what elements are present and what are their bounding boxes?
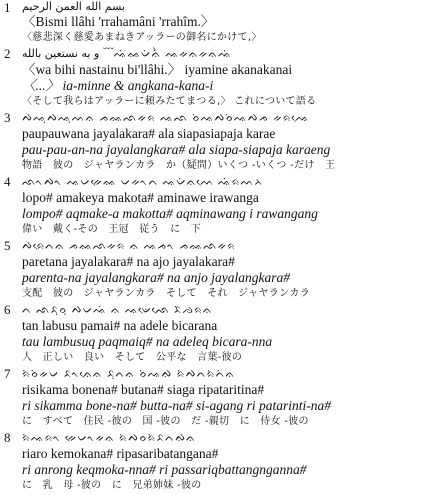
transliteration-line: paretana jayalakara# na ajo jayalakara# xyxy=(22,254,235,269)
verse-entry xyxy=(0,302,428,366)
transliteration-line: paupauwana jayalakara# ala siapasiapaja karae xyxy=(22,126,276,141)
normalized-line: ri sikamma bone-na# butta-na# si-agang ri patarinti-na# xyxy=(22,398,331,413)
normalized-line: ri anrong keqmoka-nna# ri passariqbattangnganna# xyxy=(22,462,307,477)
verse-number: 4 xyxy=(4,174,11,189)
verse-number: 2 xyxy=(4,46,11,61)
normalized-line: parenta-na jayalangkara# na anjo jayalangkara# xyxy=(22,270,290,285)
japanese-gloss-line: 支配 彼の ジャヤランカラ そして それ ジャヤランカラ xyxy=(22,288,310,299)
transliteration-line: riaro kemokana# ripasaribatangana# xyxy=(22,446,219,461)
japanese-gloss-line: 〈そして我らはアッラーに頼みたてまつる,〉 これについて語る xyxy=(22,96,317,107)
transliteration-line: 〈Bismi llâhi 'rrahamâni 'rrahîm.〉 xyxy=(22,14,215,29)
lontara-script-line: و به نستعين بالله ﹋ᨕᨗᨐᨆᨗᨊᨛ ᨕᨀᨊᨀᨊᨕᨗ xyxy=(22,47,232,60)
verse-entry xyxy=(0,46,428,110)
verse-number: 3 xyxy=(4,110,11,125)
lontara-script-line: ᨒᨚᨄᨚ ᨕᨆᨀᨙᨐ ᨆᨀᨚᨈ ᨕᨆᨗᨊᨓᨙ ᨕᨗᨑᨓᨂ xyxy=(22,175,264,188)
normalized-line: lompo# aqmake-a makotta# aqminawang i rawangang xyxy=(22,206,318,221)
verse-number: 1 xyxy=(4,0,11,15)
japanese-gloss-line: 人 正しい 良い そして 公平な 言葉-彼の xyxy=(22,352,243,363)
lontara-script-line: ᨑᨗᨕᨑᨚ ᨀᨙᨆᨚᨀᨊ ᨑᨗᨄᨔᨑᨗᨅᨈᨁᨊ xyxy=(22,431,196,444)
verse-entry xyxy=(0,0,428,46)
transliteration-line: tan labusu pamai# na adele bicarana xyxy=(22,318,218,333)
normalized-line: pau-pau-an-na jayalangkara# ala siapa-siapaja karaeng xyxy=(22,142,331,157)
japanese-gloss-line: 〈慈悲深く慈愛あまねきアッラーの御名にかけて,〉 xyxy=(22,32,262,43)
verse-number: 7 xyxy=(4,366,11,381)
transliteration-line: lopo# amakeya makota# aminawe irawanga xyxy=(22,190,259,205)
lontara-script-line: ᨄᨑᨙᨈᨊ ᨍᨐᨒᨀᨑ ᨊ ᨕᨍᨚ ᨍᨐᨒᨀᨑ xyxy=(22,239,237,252)
normalized-line: 〈...〉 ia-minne & angkana-kana-i xyxy=(22,78,214,93)
lontara-script-line: ᨑᨗᨔᨗᨀᨆ ᨅᨚᨊᨙᨊ ᨅᨘᨈᨊ ᨔᨗᨕᨁ ᨑᨗᨄᨈᨑᨗᨈᨗᨊ xyxy=(22,367,236,380)
verse-entry xyxy=(0,238,428,302)
arabic-line: بسم الله العمن الرحيم xyxy=(22,0,125,13)
verse-entry xyxy=(0,430,428,494)
verse-entry xyxy=(0,110,428,174)
japanese-gloss-line: に すべて 住民 -彼の 国 -彼の だ -親切 に 侍女 -彼の xyxy=(22,416,309,427)
transliteration-line: 〈wa bihi nastainu bi'llâhi.〉 iyamine akanakanai xyxy=(22,62,293,77)
japanese-gloss-line: 偉い 戴く-その 王冠 従う に 下 xyxy=(22,224,202,235)
lontara-script-line: ᨄᨕᨘᨄᨕᨘᨓᨊ ᨍᨐᨒᨀᨑ ᨕᨒ ᨔᨗᨕᨄᨔᨗᨕᨄᨍ ᨀᨑᨕᨙ xyxy=(22,111,310,124)
verse-number: 5 xyxy=(4,238,11,253)
verse-number: 8 xyxy=(4,430,11,445)
verse-entry xyxy=(0,174,428,238)
normalized-line: tau lambusuq paqmaiq# na adeleq bicara-nna xyxy=(22,334,273,349)
japanese-gloss-line: 物語 彼の ジャヤランカラ か（疑問）いくつ -いくつ -だけ 王 xyxy=(22,160,336,171)
lontara-script-line: ᨈ ᨒᨅᨘᨔᨘ ᨄᨆᨕᨗ ᨊ ᨕᨉᨙᨒᨙ ᨅᨗᨌᨑᨊ xyxy=(22,303,213,316)
transliteration-line: risikama bonena# butana# siaga ripataritina# xyxy=(22,382,265,397)
verse-entry xyxy=(0,366,428,430)
verse-number: 6 xyxy=(4,302,11,317)
japanese-gloss-line: に 乳 母 -彼の に 兄弟姉妹 -彼の xyxy=(22,480,202,491)
